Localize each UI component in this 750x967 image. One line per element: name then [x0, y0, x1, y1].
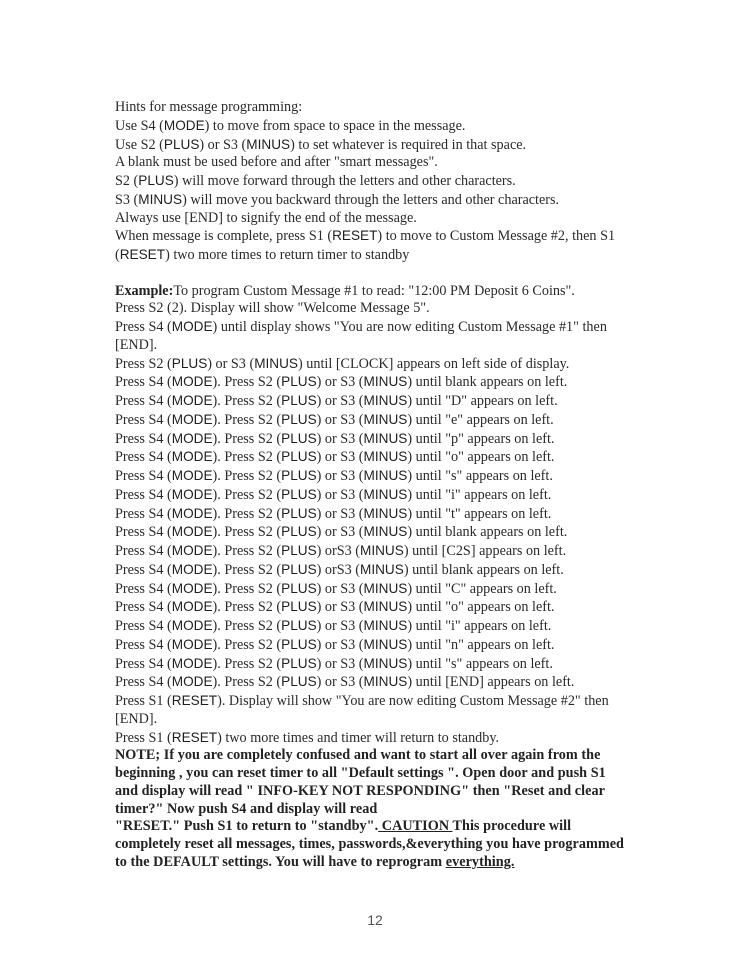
example-step: Press S4 (MODE). Press S2 (PLUS) or S3 (MINUS) until "e" appears on left.	[115, 411, 554, 428]
example-step: Press S4 (MODE). Press S2 (PLUS) or S3 (MINUS) until "n" appears on left.	[115, 636, 555, 653]
hint-line: S2 (PLUS) will move forward through the letters and other characters.	[115, 173, 516, 189]
example-step: Press S4 (MODE). Press S2 (PLUS) or S3 (MINUS) until "i" appears on left.	[115, 618, 552, 634]
example-step: Press S4 (MODE). Press S2 (PLUS) or S3 (MINUS) until blank appears on left.	[115, 374, 568, 391]
example-step: Press S4 (MODE). Press S2 (PLUS) or S3 (MINUS) until "i" appears on left.	[115, 486, 552, 503]
note-line: NOTE; If you are completely confused and want to start all over again from the	[115, 747, 601, 764]
note-block	[115, 747, 645, 871]
everything-emphasis: everything.	[445, 853, 515, 870]
example-press-s4: Press S4 (MODE) until display shows "You are now editing Custom Message #1" then	[115, 319, 607, 335]
example-press-s2: Press S2 (2). Display will show "Welcome Message 5".	[115, 300, 430, 317]
example-press-s4-end: [END].	[115, 336, 158, 353]
example-step: Press S4 (MODE). Press S2 (PLUS) orS3 (MINUS) until blank appears on left.	[115, 561, 564, 578]
example-clock-step: Press S2 (PLUS) or S3 (MINUS) until [CLOCK] appears on left side of display.	[115, 355, 570, 372]
example-step: Press S4 (MODE). Press S2 (PLUS) or S3 (MINUS) until "p" appears on left.	[115, 430, 555, 447]
example-step: Press S4 (MODE). Press S2 (PLUS) or S3 (MINUS) until blank appears on left.	[115, 524, 568, 541]
example-step: Press S4 (MODE). Press S2 (PLUS) or S3 (MINUS) until "o" appears on left.	[115, 599, 555, 616]
example-step: Press S4 (MODE). Press S2 (PLUS) or S3 (MINUS) until "o" appears on left.	[115, 449, 555, 466]
hint-complete-line-2: (RESET) two more times to return timer to standby	[115, 247, 410, 263]
hint-complete-line-1: When message is complete, press S1 (RESET) to move to Custom Message #2, then S1	[115, 228, 616, 245]
note-line: completely reset all messages, times, passwords,&everything you have programmed	[115, 836, 624, 852]
hint-line: S3 (MINUS) will move you backward through the letters and other characters.	[115, 191, 560, 208]
note-line: and display will read " INFO-KEY NOT RESPONDING" then "Reset and clear	[115, 782, 605, 799]
example-reset-final: Press S1 (RESET) two more times and timer will return to standby.	[115, 729, 500, 746]
page-number: 12	[367, 912, 383, 928]
note-line: to the DEFAULT settings. You will have to reprogram everything.	[115, 853, 515, 870]
document-page	[115, 99, 645, 872]
hint-line: A blank must be used before and after "smart messages".	[115, 154, 438, 171]
note-line: beginning , you can reset timer to all "Default settings ". Open door and push S1	[115, 765, 606, 781]
example-step: Press S4 (MODE). Press S2 (PLUS) or S3 (MINUS) until [END] appears on left.	[115, 674, 575, 691]
example-steps-list	[115, 373, 645, 692]
caution-label: CAUTION	[378, 818, 453, 835]
example-intro: Example:To program Custom Message #1 to read: "12:00 PM Deposit 6 Coins".	[115, 282, 575, 299]
example-step: Press S4 (MODE). Press S2 (PLUS) or S3 (MINUS) until "D" appears on left.	[115, 393, 558, 409]
hint-line: Use S4 (MODE) to move from space to space in the message.	[115, 117, 466, 134]
example-step: Press S4 (MODE). Press S2 (PLUS) or S3 (MINUS) until "s" appears on left.	[115, 468, 553, 484]
hint-line: Use S2 (PLUS) or S3 (MINUS) to set whatever is required in that space.	[115, 136, 527, 153]
note-line: "RESET." Push S1 to return to "standby". CAUTION This procedure will	[115, 818, 572, 835]
hints-list	[115, 117, 645, 228]
hint-line: Always use [END] to signify the end of the message.	[115, 209, 417, 226]
example-step: Press S4 (MODE). Press S2 (PLUS) or S3 (MINUS) until "s" appears on left.	[115, 655, 553, 672]
example-reset-step: Press S1 (RESET). Display will show "You are now editing Custom Message #2" then	[115, 693, 609, 709]
hints-title: Hints for message programming:	[115, 99, 303, 115]
example-step: Press S4 (MODE). Press S2 (PLUS) orS3 (MINUS) until [C2S] appears on left.	[115, 543, 567, 559]
example-label: Example:	[115, 282, 174, 299]
example-reset-end: [END].	[115, 710, 158, 727]
example-step: Press S4 (MODE). Press S2 (PLUS) or S3 (MINUS) until "t" appears on left.	[115, 505, 552, 522]
example-step: Press S4 (MODE). Press S2 (PLUS) or S3 (MINUS) until "C" appears on left.	[115, 580, 557, 597]
note-line: timer?" Now push S4 and display will read	[115, 800, 378, 817]
